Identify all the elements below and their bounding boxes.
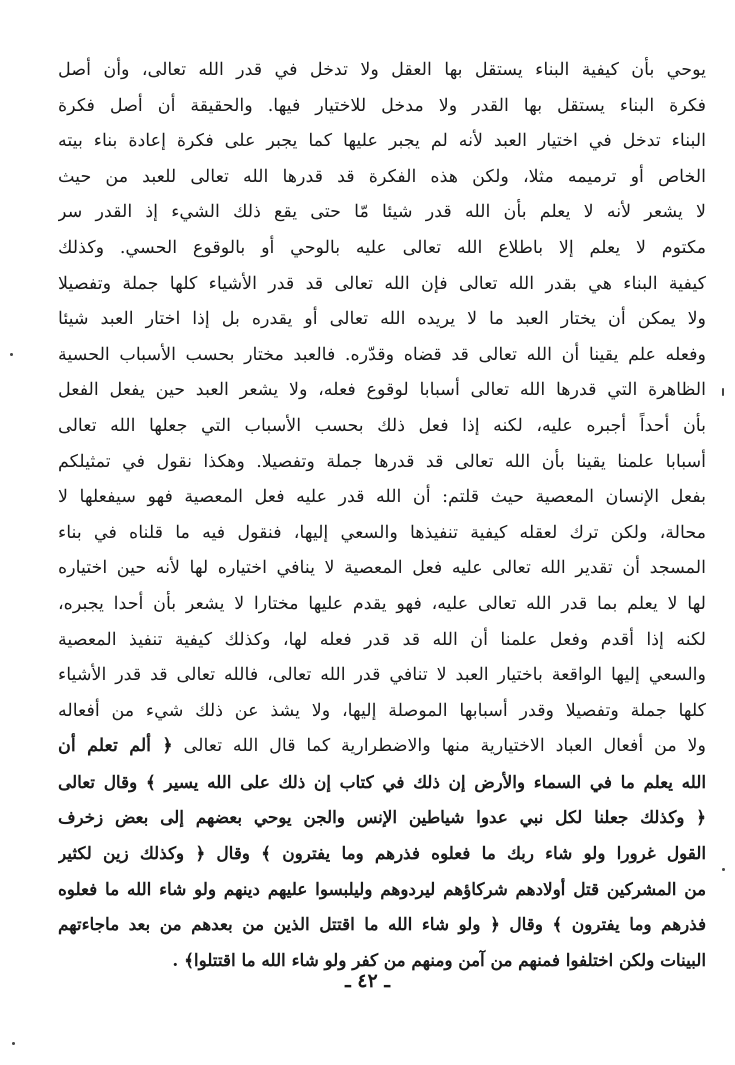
- margin-speck: [722, 868, 725, 871]
- text-line: فكرة البناء يستقل بها القدر ولا مدخل للاختيار فيها. والحقيقة أن أصل فكرة: [58, 95, 706, 116]
- text-line-prefix: ولا من أفعال العباد الاختيارية منها والاضطرارية كما قال الله تعالى: [183, 736, 706, 757]
- text-line: وفعله علم يقينا أن الله تعالى قد قضاه وقدّره. فالعبد مختار بحسب الأسباب الحسية: [58, 344, 706, 365]
- text-line: الظاهرة التي قدرها الله تعالى أسبابا لوقوع فعله، ولا يشعر العبد حين يفعل الفعل: [58, 380, 706, 401]
- body-text: [58, 53, 706, 978]
- text-line: لكنه إذا أقدم وفعل علمنا أن الله قد قدر فعله لها، وكذلك كيفية تنفيذ المعصية: [58, 629, 706, 650]
- margin-speck: [10, 353, 13, 356]
- quran-quote-line: ﴿ وكذلك جعلنا لكل نبي عدوا شياطين الإنس والجن يوحي بعضهم إلى بعض زخرف: [58, 807, 706, 828]
- page-number: ـ ٤٢ ـ: [345, 970, 390, 992]
- margin-speck: [12, 1042, 15, 1045]
- text-line: البناء تدخل في اختيار العبد لأنه لم يجبر عليها كما يجبر على فكرة إعادة بناء بيته: [58, 131, 706, 152]
- text-line: بأن أحداً أجبره عليه، لكنه إذا فعل ذلك بحسب الأسباب التي جعلها الله تعالى: [58, 415, 706, 436]
- quran-quote-line: البينات ولكن اختلفوا فمنهم من آمن ومنهم من كفر ولو شاء الله ما اقتتلوا﴾ .: [172, 949, 706, 970]
- text-line: لها لا يعلم بما قدر الله تعالى عليه، فهو يقدم عليها مختارا لا يشعر بأن أحدا يجبره،: [58, 593, 706, 614]
- text-line: لا يشعر لأنه لا يعلم بأن الله قدر شيئا مّا حتى يقع ذلك الشيء إذ القدر سر: [58, 202, 706, 223]
- text-line: كلها جملة وتفصيلا وقدر أسبابها الموصلة إليها، ولا يشذ عن ذلك شيء من أفعاله: [58, 700, 706, 721]
- text-line: الخاص أو ترميمه مثلا، ولكن هذه الفكرة قد قدرها الله تعالى للعبد من حيث: [58, 166, 706, 187]
- text-line: أسبابا علمنا يقينا بأن الله تعالى قد قدرها جملة وتفصيلا. وهكذا نقول في تمثيلكم: [58, 451, 706, 472]
- quran-quote-line: الله يعلم ما في السماء والأرض إن ذلك في كتاب إن ذلك على الله يسير ﴾ وقال تعالى: [58, 771, 706, 792]
- margin-speck: [722, 388, 724, 396]
- text-line: محالة، ولكن ترك لعقله كيفية تنفيذها والسعي إليها، فنقول فيه ما قلناه في بناء: [58, 522, 706, 543]
- text-line: مكتوم لا يعلم إلا باطلاع الله تعالى عليه بالوحي أو بالوقوع الحسي. وكذلك: [58, 237, 706, 258]
- quran-quote-line: من المشركين قتل أولادهم شركاؤهم ليردوهم وليلبسوا عليهم دينهم ولو شاء الله ما فعلوه: [58, 878, 706, 899]
- text-line-quote-start: [58, 729, 706, 765]
- text-line: يوحي بأن كيفية البناء يستقل بها العقل ولا تدخل في قدر الله تعالى، وأن أصل: [58, 60, 706, 80]
- text-line: كيفية البناء هي بقدر الله تعالى فإن الله تعالى قد قدر الأشياء كلها جملة وتفصيلا: [58, 273, 706, 294]
- text-line: والسعي إليها الواقعة باختيار العبد لا تنافي قدر الله تعالى، فالله تعالى قد قدر الأشياء: [58, 665, 706, 686]
- text-line: المسجد أن تقدير الله تعالى عليه فعل المعصية لا ينافي اختياره لها لأنه حين اختياره: [58, 558, 706, 579]
- text-line: ولا يمكن أن يختار العبد ما لا يريده الله تعالى أو يقدره بل إذا اختار العبد شيئا: [58, 309, 706, 330]
- quran-quote-line: فذرهم وما يفترون ﴾ وقال ﴿ ولو شاء الله ما اقتتل الذين من بعدهم من بعد ماجاءتهم: [58, 914, 706, 935]
- quran-quote-line: القول غرورا ولو شاء ربك ما فعلوه فذرهم وما يفترون ﴾ وقال ﴿ وكذلك زين لكثير: [58, 843, 706, 864]
- quran-quote-start: ﴿ ألم تعلم أن: [58, 736, 173, 757]
- text-line: بفعل الإنسان المعصية حيث قلتم: أن الله قدر عليه فعل المعصية فهو سيفعلها لا: [58, 487, 706, 508]
